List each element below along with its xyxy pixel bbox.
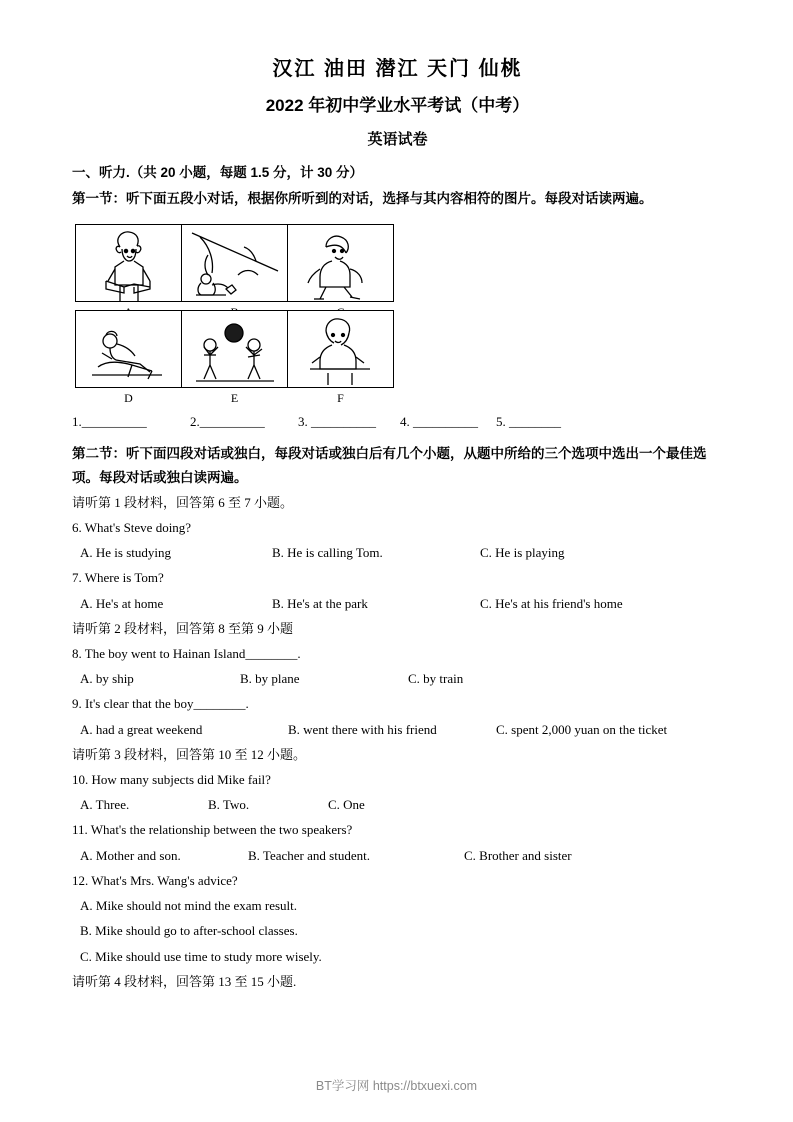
question-9-options: [72, 717, 723, 742]
answer-blanks-row: [72, 414, 723, 436]
question-6-options: [72, 540, 723, 565]
question-10-option-c[interactable]: C. One: [328, 797, 365, 813]
material-3-note: 请听第 3 段材料，回答第 10 至 12 小题。: [72, 746, 307, 762]
question-9-option-c[interactable]: C. spent 2,000 yuan on the ticket: [496, 721, 668, 737]
picture-label-d: D: [124, 391, 133, 406]
section-2-instructions: 第二节：听下面四段对话或独白，每段对话或独白后有几个小题，从题中所给的三个选项中选出一个最佳选项。每段对话或独白读两遍。: [72, 446, 707, 485]
answer-blank-2[interactable]: 2.__________: [190, 414, 265, 430]
picture-option-f: [287, 310, 394, 406]
question-10-option-a[interactable]: A. Three.: [80, 797, 130, 813]
question-8-options: [72, 666, 723, 691]
question-8-option-a[interactable]: A. by ship: [80, 671, 134, 687]
question-9-option-a[interactable]: A. had a great weekend: [80, 721, 203, 737]
question-6-option-a[interactable]: A. He is studying: [80, 545, 171, 561]
question-9-stem: 9. It's clear that the boy________.: [72, 696, 249, 712]
person-lying-reading-icon: [76, 311, 181, 387]
child-at-desk-writing-icon: [288, 311, 393, 387]
picture-option-d: [75, 310, 182, 406]
question-12-option-b[interactable]: B. Mike should go to after-school classes.: [80, 923, 298, 939]
boy-reading-book-icon: [76, 225, 181, 301]
picture-option-c: [287, 224, 394, 302]
material-4-note: 请听第 4 段材料，回答第 13 至 15 小题.: [72, 973, 297, 989]
question-7-option-b[interactable]: B. He's at the park: [272, 595, 368, 611]
question-7-option-a[interactable]: A. He's at home: [80, 595, 164, 611]
picture-row-bottom: [75, 310, 723, 406]
question-11-options: [72, 843, 723, 868]
question-12-option-a[interactable]: A. Mike should not mind the exam result.: [80, 897, 298, 913]
material-2-note: 请听第 2 段材料，回答第 8 至第 9 小题: [72, 620, 294, 636]
question-6-option-b[interactable]: B. He is calling Tom.: [272, 545, 383, 561]
page-title-region: 汉江 油田 潜江 天门 仙桃: [272, 58, 523, 80]
question-6-option-c[interactable]: C. He is playing: [480, 545, 565, 561]
question-8-option-b[interactable]: B. by plane: [240, 671, 300, 687]
two-children-playing-ball-icon: [182, 311, 287, 387]
question-7-option-c[interactable]: C. He's at his friend's home: [480, 595, 623, 611]
material-1-note: 请听第 1 段材料，回答第 6 至 7 小题。: [72, 494, 294, 510]
picture-option-a: [75, 224, 182, 302]
picture-grid: [72, 224, 723, 406]
question-10-options: [72, 792, 723, 817]
question-11-option-b[interactable]: B. Teacher and student.: [248, 847, 370, 863]
section-1-instructions: 第一节：听下面五段小对话，根据你所听到的对话，选择与其内容相符的图片。每段对话读两遍。: [72, 190, 653, 206]
footer-watermark: BT学习网 https://btxuexi.com: [315, 1079, 478, 1093]
part-1-heading: 一、听力.（共 20 小题，每题 1.5 分，计 30 分）: [72, 165, 364, 180]
question-12-option-c[interactable]: C. Mike should use time to study more wisely.: [80, 948, 322, 964]
question-11-option-c[interactable]: C. Brother and sister: [464, 847, 572, 863]
child-running-icon: [288, 225, 393, 301]
answer-blank-5[interactable]: 5. ________: [496, 414, 561, 430]
picture-label-e: E: [230, 391, 239, 406]
picture-row-top: [75, 224, 723, 302]
question-10-stem: 10. How many subjects did Mike fail?: [72, 771, 271, 787]
picture-option-e: [181, 310, 288, 406]
answer-blank-3[interactable]: 3. __________: [298, 414, 376, 430]
question-11-stem: 11. What's the relationship between the two speakers?: [72, 822, 353, 838]
question-10-option-b[interactable]: B. Two.: [208, 797, 250, 813]
picture-label-f: F: [337, 391, 344, 406]
answer-blank-1[interactable]: 1.__________: [72, 414, 147, 430]
question-8-stem: 8. The boy went to Hainan Island________.: [72, 645, 301, 661]
person-fishing-with-dog-icon: [182, 225, 287, 301]
question-7-options: [72, 591, 723, 616]
question-7-stem: 7. Where is Tom?: [72, 570, 164, 586]
question-11-option-a[interactable]: A. Mother and son.: [80, 847, 181, 863]
answer-blank-4[interactable]: 4. __________: [400, 414, 478, 430]
question-9-option-b[interactable]: B. went there with his friend: [288, 721, 437, 737]
page-title-subject: 英语试卷: [367, 131, 428, 148]
question-12-stem: 12. What's Mrs. Wang's advice?: [72, 872, 238, 888]
question-8-option-c[interactable]: C. by train: [408, 671, 464, 687]
question-6-stem: 6. What's Steve doing?: [72, 519, 192, 535]
page-title-exam: 2022 年初中学业水平考试（中考）: [265, 96, 530, 115]
picture-option-b: [181, 224, 288, 302]
